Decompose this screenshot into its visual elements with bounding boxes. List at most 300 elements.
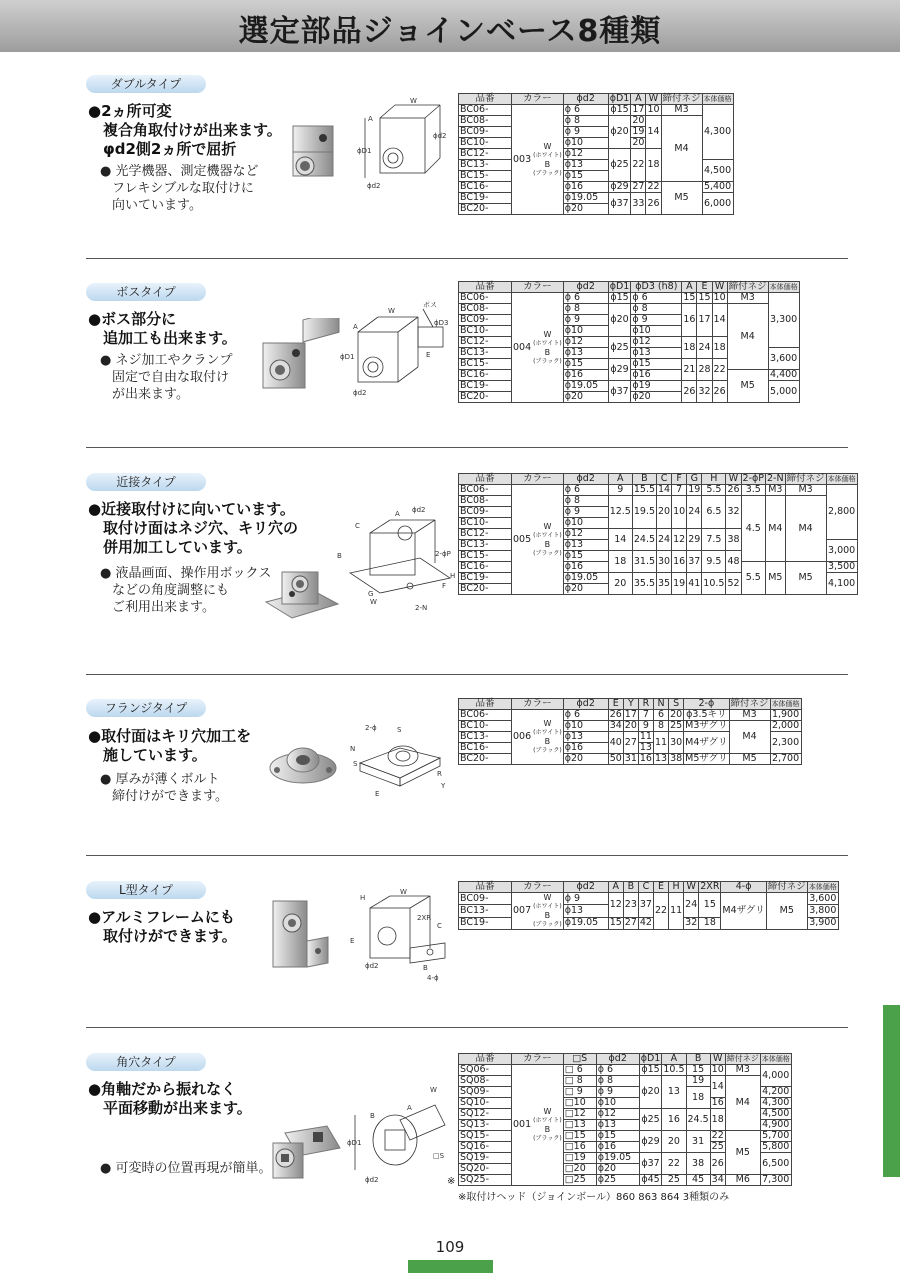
th: 品番 [459, 94, 512, 105]
table-cell: 20 [632, 137, 645, 148]
table-cell: SQ16- [459, 1142, 512, 1153]
table-cell: BC10- [459, 721, 512, 732]
table-cell: 2,000 [771, 720, 800, 731]
table-cell: 15.5 [633, 484, 656, 495]
svg-text:S: S [353, 760, 358, 768]
svg-text:E: E [350, 937, 355, 945]
table-cell: ϕ20 [563, 584, 608, 595]
th: B [686, 1054, 710, 1065]
svg-text:H: H [360, 894, 366, 902]
th: 2-N [767, 473, 784, 484]
svg-text:B: B [337, 552, 342, 560]
table-cell: ϕ25 [608, 149, 631, 182]
table-cell: M5ザグリ [685, 753, 728, 764]
th: F [672, 474, 687, 485]
table-cell: 30 [669, 732, 684, 754]
svg-text:ϕd2: ϕd2 [433, 132, 447, 140]
table-cell: 24 [657, 529, 672, 551]
th: ϕd2 [563, 699, 608, 710]
double-type-drawing [355, 93, 455, 193]
th: Y [623, 699, 638, 710]
table-cell: □12 [563, 1109, 596, 1120]
side-tab [883, 1005, 900, 1177]
svg-text:ϕd2: ϕd2 [367, 182, 381, 190]
table-cell: 23 [623, 893, 638, 918]
table-cell: 13 [654, 753, 668, 764]
color-cell: 005 W (ホワイト) B (ブラック) [512, 485, 564, 595]
table-cell: BC06- [459, 293, 512, 304]
table-cell: M5 [766, 893, 807, 930]
flange-spec-table [458, 698, 802, 765]
table-cell: ϕ16 [563, 743, 608, 754]
table-cell: 10 [711, 1064, 724, 1075]
th: S [669, 699, 684, 710]
table-cell: □10 [563, 1098, 596, 1109]
table-cell: BC08- [459, 304, 512, 315]
l-type-feature-text: ●アルミフレームにも 取付けができます。 [88, 908, 237, 945]
table-cell: ϕ19.05 [563, 917, 608, 929]
table-cell: 14 [608, 529, 632, 551]
table-cell: BC13- [459, 905, 512, 917]
table-cell: BC13- [459, 160, 512, 171]
svg-text:A: A [407, 1104, 412, 1112]
table-cell: 3.5 [741, 485, 765, 496]
table-cell: 26 [646, 193, 661, 215]
table-cell: ϕ19.05 [563, 573, 608, 584]
table-cell: BC15- [459, 359, 512, 370]
table-cell: 8 [653, 721, 668, 732]
table-cell: 19 [672, 573, 687, 595]
th: ϕd2 [596, 1054, 639, 1065]
table-cell: 3,500 [828, 561, 856, 572]
table-cell: ϕ25 [639, 1109, 662, 1131]
table-cell: 24 [687, 496, 702, 529]
table-cell: ϕ13 [631, 348, 682, 359]
table-cell: 52 [726, 573, 741, 595]
table-cell: ϕ 6 [563, 710, 608, 721]
svg-text:ϕd2: ϕd2 [353, 389, 367, 397]
footnote: ※取付けヘッド（ジョインボール）860 863 864 3種類のみ [458, 1192, 730, 1203]
th: 4-ϕ [721, 882, 766, 893]
table-cell: BC19- [459, 917, 512, 929]
th: C [657, 474, 672, 485]
table-cell: BC09- [459, 127, 512, 138]
svg-text:ϕd2: ϕd2 [365, 962, 379, 970]
table-cell: □ 9 [563, 1087, 596, 1098]
table-cell: 16 [682, 304, 697, 337]
table-cell: 25 [662, 1175, 686, 1186]
table-cell: ϕ20 [596, 1164, 639, 1175]
table-cell: 50 [609, 753, 622, 764]
table-cell: 10 [713, 292, 726, 303]
svg-text:2-N: 2-N [415, 604, 428, 612]
table-cell: ϕ20 [608, 116, 631, 149]
table-cell: ϕ 8 [563, 304, 608, 315]
table-cell: ϕ 9 [563, 315, 608, 326]
th: B [623, 882, 638, 893]
table-cell: ϕ29 [639, 1131, 662, 1153]
th: N [653, 699, 668, 710]
table-cell: 7 [672, 485, 687, 496]
table-cell: ϕ19.05 [563, 193, 608, 204]
table-cell: 7,300 [762, 1174, 790, 1185]
table-cell: 24 [697, 337, 712, 359]
table-cell: 45 [686, 1175, 710, 1186]
table-cell: BC10- [459, 138, 512, 149]
page-title: 選定部品ジョインベース8種類 [238, 14, 662, 49]
th: ϕd2 [563, 474, 608, 485]
double-feature-text: ●2ヵ所可変 複合角取付けが出来ます。 φd2側2ヵ所で屈折 [88, 102, 282, 158]
table-cell: M3 [785, 485, 826, 496]
table-cell: ϕ16 [563, 182, 608, 193]
table-cell: 1,900 [771, 709, 800, 720]
table-cell: BC16- [459, 370, 512, 381]
table-cell: ϕ25 [596, 1175, 639, 1186]
table-cell: 16 [711, 1097, 724, 1108]
table-cell: 6,000 [702, 193, 733, 215]
table-cell: ϕ13 [563, 732, 608, 743]
th: E [653, 882, 668, 893]
table-cell: 2,800 [826, 485, 857, 540]
th: C [638, 882, 653, 893]
table-cell: 10 [647, 104, 660, 115]
table-cell: ϕ 6 [563, 485, 608, 496]
table-cell: 7 [638, 710, 653, 721]
th: 2XR [700, 881, 720, 892]
table-cell: 30 [657, 551, 672, 573]
table-cell: 37 [638, 893, 653, 918]
table-cell: ϕ45 [639, 1175, 662, 1186]
double-spec-table [458, 93, 734, 215]
table-cell: ϕ16 [596, 1142, 639, 1153]
table-cell: BC10- [459, 518, 512, 529]
table-cell: BC08- [459, 496, 512, 507]
table-cell: 17 [697, 304, 712, 337]
table-cell: 2,700 [771, 753, 800, 764]
table-cell: 20 [624, 720, 637, 731]
svg-text:E: E [375, 790, 380, 798]
svg-text:ϕD1: ϕD1 [340, 353, 355, 361]
tag-square-hole-type: 角穴タイプ [86, 1053, 206, 1071]
table-cell: 18 [712, 337, 727, 359]
table-cell: 37 [687, 551, 702, 573]
color-cell: 007 W (ホワイト) B (ブラック) [513, 893, 562, 928]
section-divider [86, 258, 848, 259]
th: ϕD1 [609, 93, 630, 104]
table-cell: ϕ15 [596, 1131, 639, 1142]
th: H [702, 474, 726, 485]
table-cell: ϕ 8 [563, 116, 608, 127]
table-cell: 18 [646, 149, 661, 182]
svg-text:W: W [430, 1086, 437, 1094]
table-cell: M4 [725, 1076, 760, 1131]
section-divider [86, 855, 848, 856]
color-cell: 004 W (ホワイト) B (ブラック) [512, 293, 564, 403]
table-cell: BC09- [459, 893, 512, 905]
table-cell: 42 [639, 917, 652, 929]
table-cell: BC20- [459, 392, 512, 403]
table-cell: 22 [631, 149, 646, 182]
th: ϕd2 [563, 882, 608, 893]
proximity-sub-text: ● 液晶画面、操作用ボックス などの角度調整にも ご利用出来ます。 [100, 566, 272, 615]
table-cell: 4,100 [826, 573, 857, 595]
table-cell: ϕ10 [563, 518, 608, 529]
boss-spec-table [458, 281, 800, 403]
table-cell: 26 [712, 381, 727, 403]
table-cell: 5.5 [702, 485, 726, 496]
table-cell: 35 [657, 573, 672, 595]
th: 品番 [459, 699, 512, 710]
table-cell: ϕ20 [563, 754, 608, 765]
table-cell: BC12- [459, 149, 512, 160]
table-cell: ϕ13 [563, 905, 608, 917]
table-cell: M4ザグリ [721, 893, 766, 930]
th: 本体価格 [769, 283, 798, 291]
table-cell: ϕ 8 [631, 304, 682, 315]
table-cell: M4 [729, 721, 770, 754]
boss-feature-text: ●ボス部分に 追加工も出来ます。 [88, 310, 237, 347]
table-cell: 24.5 [632, 529, 656, 551]
th: W [710, 1054, 725, 1065]
l-type-photo [268, 893, 333, 973]
table-cell: 26 [682, 381, 697, 403]
flange-type-drawing [345, 718, 455, 803]
table-cell: □19 [563, 1153, 596, 1164]
th: 締付ネジ [786, 473, 825, 484]
table-cell: ϕ20 [608, 304, 631, 337]
table-cell: ϕ37 [639, 1153, 662, 1175]
section-divider [86, 674, 848, 675]
table-cell: M5 [766, 562, 786, 595]
table-cell: M3 [729, 710, 770, 721]
svg-text:W: W [370, 598, 377, 606]
table-cell: ϕ13 [596, 1120, 639, 1131]
th: B [632, 474, 656, 485]
svg-text:Y: Y [441, 782, 446, 790]
table-cell: 20 [657, 496, 672, 529]
table-cell: 22 [662, 1153, 686, 1175]
square-hole-type-drawing [345, 1080, 455, 1185]
flange-feature-text: ●取付面はキリ穴加工を 施しています。 [88, 727, 252, 764]
th: 品番 [459, 474, 512, 485]
svg-text:W: W [400, 888, 407, 896]
table-cell: M6 [725, 1175, 760, 1186]
th: H [669, 882, 684, 893]
table-cell: ϕ12 [563, 337, 608, 348]
table-cell: ϕ 6 [596, 1065, 639, 1076]
table-cell: 28 [697, 359, 712, 381]
table-cell: 4,300 [702, 105, 733, 160]
th: A [682, 282, 697, 293]
table-cell: ϕ19.05 [563, 381, 608, 392]
table-cell: BC06- [459, 710, 512, 721]
square-hole-feature-text: ●角軸だから振れなく 平面移動が出来ます。 [88, 1080, 252, 1117]
table-cell: □20 [563, 1164, 596, 1175]
svg-text:C: C [355, 522, 360, 530]
svg-text:ϕD3: ϕD3 [434, 319, 449, 327]
svg-text:2-ϕP: 2-ϕP [435, 550, 451, 558]
th: 品番 [459, 1054, 512, 1065]
table-cell: 5.5 [741, 562, 765, 595]
table-cell: 26 [727, 484, 740, 495]
table-cell: ϕ 6 [631, 293, 682, 304]
th: カラー [512, 1054, 564, 1065]
th: 品番 [459, 282, 512, 293]
tag-double-type: ダブルタイプ [86, 75, 206, 93]
square-hole-type-photo [265, 1118, 345, 1183]
svg-text:□S: □S [433, 1152, 445, 1160]
svg-text:F: F [442, 582, 447, 590]
svg-text:W: W [388, 307, 395, 315]
table-cell: ϕ20 [639, 1076, 662, 1109]
table-cell: SQ20- [459, 1164, 512, 1175]
table-cell: 20 [632, 115, 645, 126]
table-cell: 34 [711, 1174, 724, 1185]
table-cell: SQ08- [459, 1076, 512, 1087]
page-number-bar [408, 1260, 493, 1273]
th: 2-ϕ [684, 699, 729, 710]
table-cell: BC19- [459, 193, 512, 204]
table-cell: ϕ3.5キリ [684, 710, 729, 721]
table-cell: 15 [683, 292, 696, 303]
table-cell: 15 [698, 292, 711, 303]
table-cell: BC19- [459, 573, 512, 584]
table-cell: 2,300 [770, 732, 801, 754]
table-cell: M4ザグリ [684, 732, 729, 754]
table-cell: □ 6 [563, 1065, 596, 1076]
table-cell: ϕ15 [563, 551, 608, 562]
table-cell: 17 [624, 709, 637, 720]
table-cell: 32 [726, 496, 741, 529]
svg-text:E: E [426, 351, 431, 359]
table-cell: 25 [711, 1141, 724, 1152]
svg-text:ϕd2: ϕd2 [412, 506, 426, 514]
table-cell: 13 [639, 742, 652, 753]
proximity-spec-table [458, 473, 858, 595]
table-cell: ϕ29 [608, 359, 631, 381]
table-cell: ϕ 8 [596, 1076, 639, 1087]
table-cell: □16 [563, 1142, 596, 1153]
th: 締付ネジ [728, 281, 767, 292]
table-cell: 18 [699, 917, 721, 929]
table-cell: ϕ10 [563, 721, 608, 732]
table-cell: BC19- [459, 381, 512, 392]
th: A [608, 474, 632, 485]
table-cell: SQ15- [459, 1131, 512, 1142]
table-cell: ϕ15 [563, 359, 608, 370]
table-cell: 6.5 [702, 496, 726, 529]
table-cell: 18 [682, 337, 697, 359]
table-cell: 24.5 [686, 1109, 710, 1131]
table-cell: BC12- [459, 337, 512, 348]
table-cell: BC20- [459, 584, 512, 595]
table-cell: 22 [647, 181, 660, 192]
th: 締付ネジ [767, 881, 806, 892]
color-cell: 001 W (ホワイト) B (ブラック) [512, 1065, 564, 1186]
table-cell: M5 [725, 1131, 760, 1175]
section-divider [86, 447, 848, 448]
th: 締付ネジ [662, 93, 701, 104]
tag-boss-type: ボスタイプ [86, 283, 206, 301]
table-cell: 3,000 [826, 540, 857, 562]
table-cell: BC20- [459, 754, 512, 765]
svg-text:ϕd2: ϕd2 [365, 1176, 379, 1184]
table-cell: ϕ16 [563, 370, 608, 381]
table-cell: M3 [661, 105, 702, 116]
table-cell: ϕ 9 [563, 893, 608, 905]
svg-text:ϕD1: ϕD1 [357, 147, 372, 155]
table-cell: 10.5 [663, 1064, 685, 1075]
table-cell: 10.5 [702, 573, 726, 595]
table-cell: 5,400 [703, 181, 732, 192]
table-cell: 18 [710, 1109, 725, 1131]
table-cell: ϕ10 [596, 1098, 639, 1109]
table-cell: M4 [766, 496, 786, 562]
table-cell: SQ10- [459, 1098, 512, 1109]
table-cell: BC06- [459, 485, 512, 496]
table-cell: 27 [632, 181, 645, 192]
svg-text:S: S [397, 726, 402, 734]
th: A [662, 1054, 686, 1065]
th: カラー [512, 882, 564, 893]
table-cell: 48 [726, 551, 741, 573]
table-cell: ϕ25 [608, 337, 631, 359]
table-cell: ϕ15 [631, 359, 682, 370]
table-cell: 33 [631, 193, 646, 215]
svg-text:ボス: ボス [423, 301, 437, 309]
table-cell: ϕ12 [563, 529, 608, 540]
table-cell: BC09- [459, 507, 512, 518]
table-cell: ϕ37 [608, 381, 631, 403]
table-cell: BC09- [459, 315, 512, 326]
table-cell: 15 [609, 917, 622, 929]
table-cell: ϕ12 [563, 149, 608, 160]
table-cell: 38 [686, 1153, 710, 1175]
table-cell: ϕ 9 [596, 1087, 639, 1098]
svg-text:2-ϕ: 2-ϕ [365, 724, 377, 732]
table-cell: 14 [646, 116, 661, 149]
table-cell: BC13- [459, 732, 512, 743]
table-cell: SQ25- [459, 1175, 512, 1186]
table-cell: BC13- [459, 348, 512, 359]
table-cell: ϕ15 [608, 293, 631, 304]
table-cell: ϕ37 [608, 193, 631, 215]
th: ϕD3 (h8) [631, 282, 682, 293]
table-cell: 3,600 [768, 348, 799, 370]
table-cell: 19 [688, 484, 701, 495]
table-cell: 11 [639, 731, 652, 742]
table-cell: BC15- [459, 551, 512, 562]
table-cell: 38 [726, 529, 741, 551]
table-cell: 3,800 [809, 904, 837, 916]
table-cell: 4,900 [762, 1119, 790, 1130]
th: カラー [512, 282, 564, 293]
table-cell: BC16- [459, 743, 512, 754]
table-cell: ϕ 9 [563, 507, 608, 518]
color-cell: 003 W (ホワイト) B (ブラック) [512, 105, 564, 215]
table-cell: ϕ20 [563, 204, 608, 215]
table-cell: 15 [686, 1065, 710, 1076]
th: 本体価格 [827, 475, 856, 483]
th: A [608, 882, 623, 893]
table-cell: 11 [669, 893, 684, 930]
svg-text:ϕD1: ϕD1 [347, 1139, 362, 1147]
table-cell: 4.5 [741, 496, 765, 562]
table-cell: M3ザグリ [685, 720, 728, 731]
table-cell: 18 [686, 1087, 710, 1109]
table-cell: M5 [727, 370, 768, 403]
svg-text:C: C [437, 922, 442, 930]
